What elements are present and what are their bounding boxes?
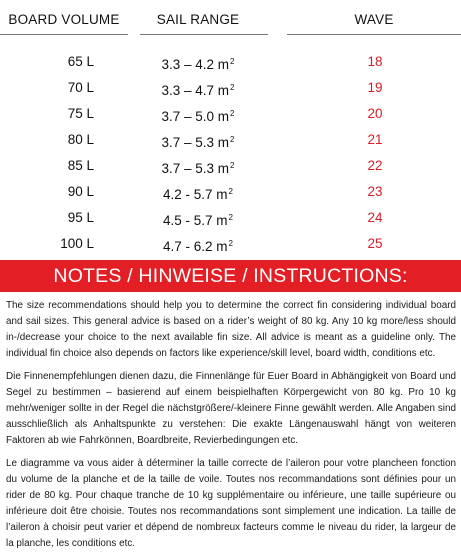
wave-fin-size-cell: 23: [367, 184, 383, 199]
sail-range-cell: 3.7 – 5.0 $m^2$: [161, 109, 235, 124]
sail-range-cell: 3.3 – 4.7 $m^2$: [161, 83, 235, 98]
table-row: [0, 232, 461, 256]
wave-fin-size-cell: 19: [367, 80, 383, 95]
board-volume-cell: 80 L: [67, 132, 94, 147]
header-underline: [287, 34, 461, 35]
table-row: [0, 50, 461, 74]
board-volume-cell: 75 L: [67, 106, 94, 121]
header-board-volume: BOARD VOLUME: [8, 12, 120, 27]
wave-fin-size-cell: 22: [367, 158, 383, 173]
notes-paragraph-french: Le diagramme va vous aider à déterminer la taille correcte de l’aileron pour votre plancheen fonction du volume de la planche et de la taille de voile. Toutes nos recommandations sont définies pour un rider de 80 kg. Pour chaque tranche de 10 kg supplémentaire ou inférieure, une taille supérieure ou inférieure doit être choisie. Toutes nos recommandations sont simplement une indication. La taille de l’aileron à choisir peut varier et dépend de nombreux facteurs comme le niveau du rider, la largeur de la planche, les conditions etc.: [6, 458, 456, 549]
sail-range-cell: 4.7 - 6.2 $m^2$: [163, 239, 233, 254]
sail-range-cell: 4.5 - 5.7 $m^2$: [163, 213, 233, 228]
wave-fin-size-cell: 24: [367, 210, 383, 225]
header-wave: WAVE: [354, 12, 394, 27]
table-row: [0, 154, 461, 178]
header-underline: [0, 34, 128, 35]
table-row: [0, 102, 461, 126]
notes-body: [6, 298, 456, 559]
table-row: [0, 180, 461, 204]
wave-fin-size-cell: 21: [367, 132, 383, 147]
header-underline: [140, 34, 268, 35]
board-volume-cell: 100 L: [60, 236, 94, 251]
wave-fin-size-cell: 18: [367, 54, 383, 69]
sail-range-cell: 3.3 – 4.2 $m^2$: [161, 57, 235, 72]
board-volume-cell: 65 L: [67, 54, 94, 69]
board-volume-cell: 90 L: [67, 184, 94, 199]
table-row: [0, 128, 461, 152]
sail-range-cell: 3.7 – 5.3 $m^2$: [161, 161, 235, 176]
header-sail-range: SAIL RANGE: [156, 12, 240, 27]
notes-paragraph-english: The size recommendations should help you to determine the correct fin considering individual board and sail sizes. This general advice is based on a rider’s weight of 80 kg. Any 10 kg more/less should in-/decrease your choice to the next available fin size. All advice is meant as a guideline only. The individual fin choice also depends on factors like experience/skill level, board width, conditions etc.: [6, 300, 456, 359]
table-row: [0, 76, 461, 100]
table-row: [0, 206, 461, 230]
notes-banner: NOTES / HINWEISE / INSTRUCTIONS:: [0, 260, 461, 292]
board-volume-cell: 70 L: [67, 80, 94, 95]
wave-fin-size-cell: 20: [367, 106, 383, 121]
sail-range-cell: 4.2 - 5.7 $m^2$: [163, 187, 233, 202]
wave-fin-size-cell: 25: [367, 236, 383, 251]
notes-paragraph-german: Die Finnenempfehlungen dienen dazu, die Finnenlänge für Euer Board in Abhängigkeit von Board und Segel zu bestimmen – basierend auf einem beispielhaften Körpergewicht von 80 kg. Pro 10 kg mehr/weniger sollte in der Regel die nächstgrößere/-kleinere Finne gewählt werden. Alle Angaben sind ausschließlich als Anhaltspunkte zu verstehen: Die exakte Längenauswahl hängt von weiteren Faktoren ab wie Fahrkönnen, Boardbreite, Revierbedingungen etc.: [6, 371, 456, 446]
sail-range-cell: 3.7 – 5.3 $m^2$: [161, 135, 235, 150]
board-volume-cell: 85 L: [67, 158, 94, 173]
board-volume-cell: 95 L: [67, 210, 94, 225]
